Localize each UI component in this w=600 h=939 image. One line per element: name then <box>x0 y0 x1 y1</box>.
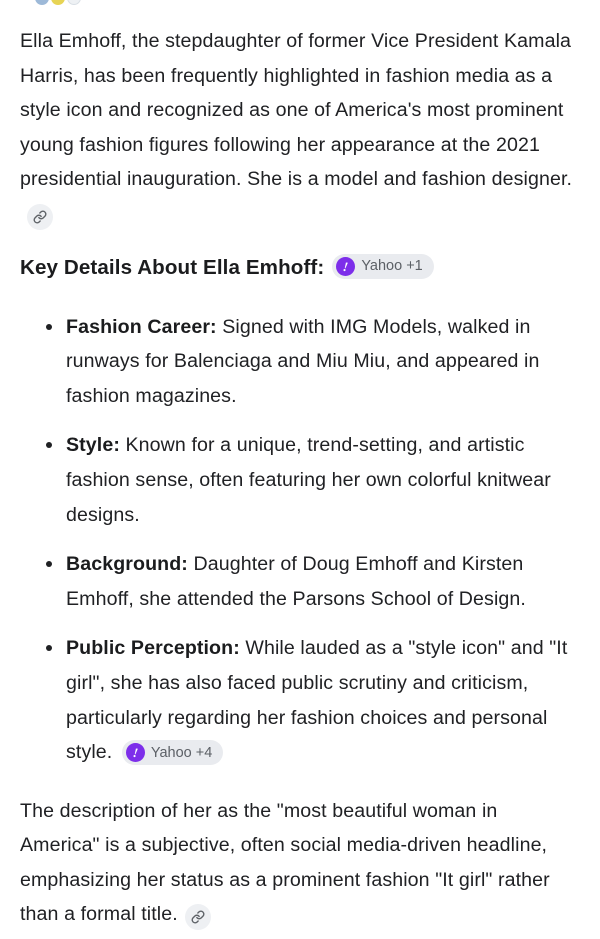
closing-text: The description of her as the "most beautiful woman in America" is a subjective, often social media-driven headline, emphasizing her status as a prominent fashion "It girl" rather than a formal title. <box>20 799 550 926</box>
closing-paragraph <box>20 794 580 932</box>
list-item-label: Fashion Career: <box>66 315 217 338</box>
intro-text: Ella Emhoff, the stepdaughter of former Vice President Kamala Harris, has been frequently highlighted in fashion media as a style icon and recognized as one of America's most prominent young fashion figures following her appearance at the 2021 presidential inauguration. She is a model and fashion designer. <box>20 30 573 191</box>
list-item <box>66 428 580 532</box>
source-favicons-strip <box>20 0 580 8</box>
key-details-list <box>20 310 580 770</box>
yahoo-icon: ! <box>126 743 145 762</box>
heading-text: Key Details About Ella Emhoff: <box>20 255 325 279</box>
section-heading <box>20 254 580 282</box>
source-favicon-3-icon[interactable] <box>67 0 81 5</box>
list-item <box>66 310 580 414</box>
source-favicon-1-icon[interactable] <box>35 0 49 5</box>
list-item-label: Public Perception: <box>66 637 240 660</box>
answer-panel <box>20 0 580 932</box>
citation-badge[interactable] <box>122 740 223 765</box>
list-item-label: Style: <box>66 434 120 457</box>
link-icon <box>33 210 47 224</box>
link-icon <box>191 910 205 924</box>
list-item-text: Signed with IMG Models, walked in runways for Balenciaga and Miu Miu, and appeared in fashion magazines. <box>66 315 540 407</box>
yahoo-icon: ! <box>336 257 355 276</box>
list-item-label: Background: <box>66 553 188 576</box>
list-item <box>66 631 580 769</box>
list-item <box>66 547 580 616</box>
citation-badge-label: Yahoo +1 <box>361 258 423 275</box>
list-item-text: Daughter of Doug Emhoff and Kirsten Emhoff, she attended the Parsons School of Design. <box>66 553 526 610</box>
intro-paragraph <box>20 24 580 232</box>
source-favicon-2-icon[interactable] <box>51 0 65 5</box>
citation-link-button[interactable] <box>27 204 53 230</box>
list-item-text: While lauded as a "style icon" and "It girl", she has also faced public scrutiny and criticism, particularly regarding her fashion choices and personal style. <box>66 637 568 764</box>
citation-badge[interactable] <box>332 254 433 279</box>
citation-link-button[interactable] <box>185 904 211 930</box>
list-item-text: Known for a unique, trend-setting, and artistic fashion sense, often featuring her own colorful knitwear designs. <box>66 434 551 526</box>
citation-badge-label: Yahoo +4 <box>150 744 213 761</box>
